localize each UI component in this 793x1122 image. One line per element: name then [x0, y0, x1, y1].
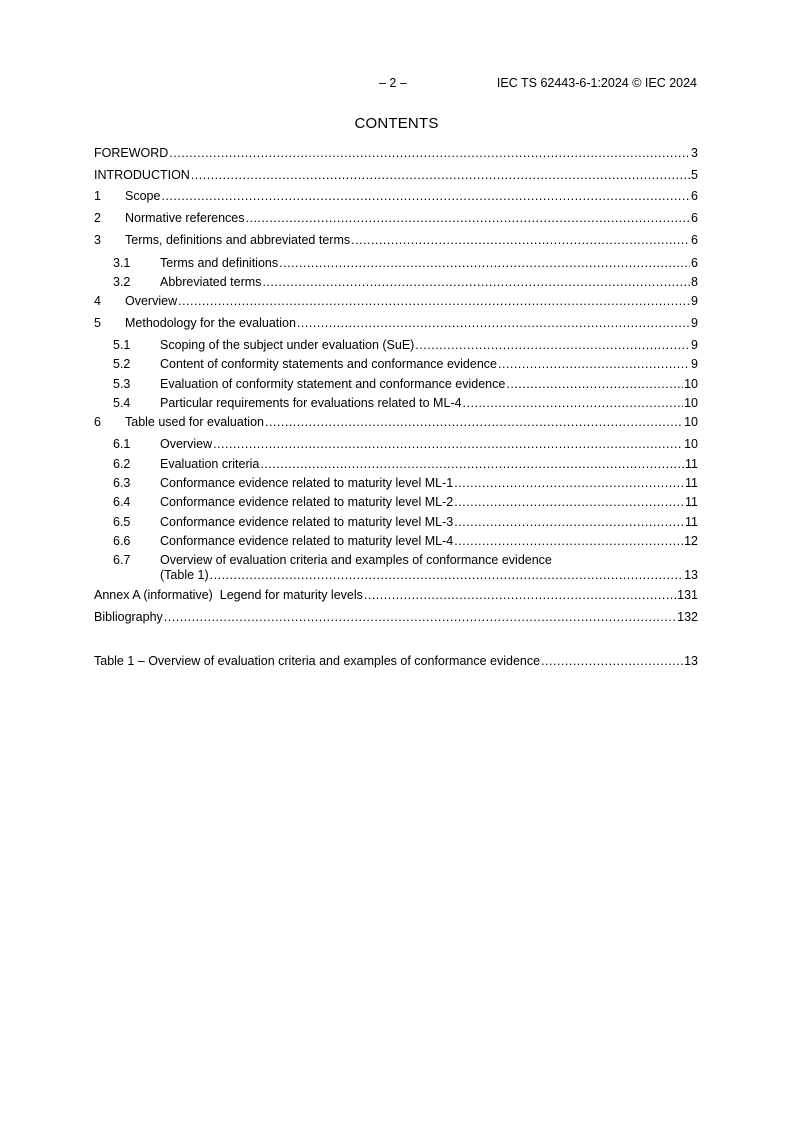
toc-entry-content-of-conformity[interactable]	[113, 357, 698, 372]
toc-entry-number: 3.1	[113, 256, 131, 270]
toc-entry-table-used[interactable]	[94, 415, 698, 430]
toc-entry-number: 6.4	[113, 495, 131, 509]
table-entry-page: 13	[684, 654, 698, 668]
toc-entry-evaluation-of-conformity[interactable]	[113, 377, 698, 392]
toc-entry-page: 131	[677, 588, 698, 602]
toc-entry-page: 6	[691, 256, 698, 270]
toc-entry-text: Table used for evaluation	[125, 415, 264, 429]
toc-entry-number: 3.2	[113, 275, 131, 289]
toc-entry-text: Evaluation criteria	[160, 457, 260, 471]
toc-entry-text: Particular requirements for evaluations related to ML-4	[160, 396, 462, 410]
toc-entry-normative-references[interactable]	[94, 211, 698, 226]
toc-entry-text: Terms, definitions and abbreviated terms	[125, 233, 351, 247]
toc-entry-page: 9	[691, 357, 698, 371]
toc-entry-text: INTRODUCTION	[94, 168, 190, 182]
toc-entry-number: 5	[94, 316, 101, 330]
toc-entry-text: Abbreviated terms	[160, 275, 262, 289]
toc-entry-terms[interactable]	[94, 233, 698, 248]
toc-entry-page: 8	[691, 275, 698, 289]
toc-entry-page: 3	[691, 146, 698, 160]
toc-entry-page: 10	[684, 396, 698, 410]
page-header	[0, 76, 793, 92]
toc-entry-number: 6.3	[113, 476, 131, 490]
toc-entry-page: 6	[691, 211, 698, 225]
toc-entry-text: Annex A (informative) Legend for maturity levels	[94, 588, 363, 602]
toc-entry-page: 11	[685, 476, 698, 490]
toc-entry-page: 9	[691, 316, 698, 330]
toc-entry-number: 6.5	[113, 515, 131, 529]
toc-entry-page: 5	[691, 168, 698, 182]
toc-entry-foreword[interactable]	[94, 146, 698, 161]
standard-reference: IEC TS 62443-6-1:2024 © IEC 2024	[496, 76, 697, 90]
toc-entry-number: 5.4	[113, 396, 131, 410]
toc-entry-page: 132	[677, 610, 698, 624]
toc-entry-number: 5.1	[113, 338, 131, 352]
toc-entry-text: Overview	[160, 437, 213, 451]
toc-entry-scoping[interactable]	[113, 338, 698, 353]
toc-entry-particular-requirements[interactable]	[113, 396, 698, 411]
toc-entry-abbreviated-terms[interactable]	[113, 275, 698, 290]
toc-entry-page: 9	[691, 338, 698, 352]
toc-entry-text: Conformance evidence related to maturity level ML-2	[160, 495, 454, 509]
toc-entry-number: 6.7	[113, 553, 131, 567]
toc-entry-page: 11	[685, 515, 698, 529]
list-of-tables-entry[interactable]	[94, 654, 698, 669]
toc-entry-number: 6	[94, 415, 101, 429]
toc-entry-number: 2	[94, 211, 101, 225]
toc-entry-text: Methodology for the evaluation	[125, 316, 296, 330]
toc-entry-text: Conformance evidence related to maturity level ML-3	[160, 515, 454, 529]
toc-entry-text: Bibliography	[94, 610, 163, 624]
toc-entry-introduction[interactable]	[94, 168, 698, 183]
toc-entry-number: 4	[94, 294, 101, 308]
toc-entry-methodology[interactable]	[94, 316, 698, 331]
table-entry-text: Table 1 – Overview of evaluation criteria and examples of conformance evidence	[94, 654, 541, 668]
toc-entry-text: Normative references	[125, 211, 245, 225]
toc-entry-number: 6.1	[113, 437, 131, 451]
toc-entry-page: 11	[685, 495, 698, 509]
toc-entry-evaluation-criteria[interactable]	[113, 457, 698, 472]
toc-entry-overview-of-evaluation[interactable]	[113, 553, 698, 583]
toc-entry-text: Scoping of the subject under evaluation (SuE)	[160, 338, 415, 352]
toc-entry-page: 10	[684, 437, 698, 451]
toc-entry-overview[interactable]	[94, 294, 698, 309]
toc-entry-number: 3	[94, 233, 101, 247]
toc-entry-text: FOREWORD	[94, 146, 169, 160]
toc-entry-scope[interactable]	[94, 189, 698, 204]
toc-entry-number: 6.6	[113, 534, 131, 548]
toc-entry-bibliography[interactable]	[94, 610, 698, 625]
toc-entry-page: 6	[691, 233, 698, 247]
toc-entry-text: Terms and definitions	[160, 256, 279, 270]
toc-entry-page: 10	[684, 377, 698, 391]
toc-entry-number: 5.2	[113, 357, 131, 371]
toc-entry-text: Scope	[125, 189, 161, 203]
toc-entry-page: 6	[691, 189, 698, 203]
toc-entry-annex-a[interactable]	[94, 588, 698, 603]
toc-entry-text: Overview	[125, 294, 178, 308]
toc-entry-number: 1	[94, 189, 101, 203]
toc-entry-ml-4[interactable]	[113, 534, 698, 549]
toc-entry-ml-1[interactable]	[113, 476, 698, 491]
toc-entry-number: 5.3	[113, 377, 131, 391]
toc-entry-ml-2[interactable]	[113, 495, 698, 510]
toc-entry-text: Conformance evidence related to maturity level ML-1	[160, 476, 454, 490]
toc-entry-text: Evaluation of conformity statement and conformance evidence	[160, 377, 506, 391]
toc-entry-page: 10	[684, 415, 698, 429]
toc-entry-text-continued: (Table 1)	[160, 568, 209, 582]
page-title: CONTENTS	[354, 115, 439, 132]
toc-entry-number: 6.2	[113, 457, 131, 471]
toc-entry-page: 13	[684, 568, 698, 582]
toc-entry-terms-and-definitions[interactable]	[113, 256, 698, 271]
page-number: – 2 –	[379, 76, 407, 90]
toc-entry-ml-3[interactable]	[113, 515, 698, 530]
toc-entry-text: Content of conformity statements and conformance evidence	[160, 357, 497, 371]
toc-entry-text: Overview of evaluation criteria and examples of conformance evidence	[160, 553, 552, 567]
toc-entry-6-1-overview[interactable]	[113, 437, 698, 452]
toc-entry-page: 9	[691, 294, 698, 308]
toc-entry-page: 11	[685, 457, 698, 471]
toc-entry-text: Conformance evidence related to maturity level ML-4	[160, 534, 454, 548]
toc-entry-page: 12	[684, 534, 698, 548]
